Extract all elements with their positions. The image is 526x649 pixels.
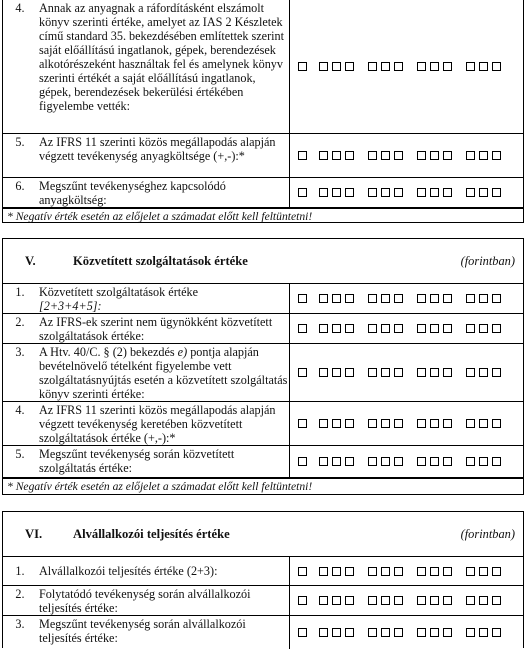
digit-box[interactable] [319,457,328,466]
digit-box[interactable] [298,324,307,333]
digit-box[interactable] [345,628,354,637]
row-label-text: Közvetített szolgáltatások értéke [39,285,199,299]
digit-box[interactable] [319,62,328,71]
digit-box[interactable] [298,188,307,197]
digit-box-group [368,596,407,605]
digit-box[interactable] [381,62,390,71]
digit-box[interactable] [394,596,403,605]
digit-box[interactable] [298,62,307,71]
table-row [3,178,523,208]
digit-box[interactable] [332,567,341,576]
digit-box[interactable] [332,419,341,428]
digit-box[interactable] [332,628,341,637]
digit-box-group [319,457,358,466]
row-number: 1. [15,285,25,299]
digit-box[interactable] [381,188,390,197]
digit-box[interactable] [430,151,439,160]
digit-box-group [319,419,358,428]
digit-box-group [466,596,505,605]
digit-box[interactable] [368,567,377,576]
row-number: 6. [15,179,25,193]
digit-box[interactable] [479,151,488,160]
digit-box[interactable] [345,567,354,576]
table-row [3,314,523,344]
amount-boxes[interactable] [289,284,523,313]
amount-boxes[interactable] [289,557,523,585]
digit-box[interactable] [368,294,377,303]
digit-box[interactable] [430,628,439,637]
digit-box[interactable] [368,188,377,197]
digit-box[interactable] [368,628,377,637]
digit-box[interactable] [417,324,426,333]
digit-box[interactable] [332,151,341,160]
row-number: 3. [15,345,25,359]
digit-box-group [298,419,311,428]
digit-box-group [298,294,311,303]
section-vi-header [2,511,524,557]
digit-box[interactable] [443,151,452,160]
digit-box[interactable] [417,596,426,605]
row-number: 2. [15,587,25,601]
digit-box[interactable] [479,62,488,71]
digit-box-group [466,368,505,377]
digit-box[interactable] [394,457,403,466]
digit-box[interactable] [443,368,452,377]
digit-box-group [298,457,311,466]
digit-box[interactable] [345,419,354,428]
digit-box-group [417,457,456,466]
digit-box[interactable] [466,294,475,303]
digit-box[interactable] [298,628,307,637]
digit-box[interactable] [479,567,488,576]
digit-box[interactable] [430,457,439,466]
negative-value-note: * Negatív érték esetén az előjelet a számadat előtt kell feltüntetni! [3,208,523,223]
digit-box[interactable] [381,294,390,303]
amount-boxes[interactable] [289,586,523,615]
digit-box[interactable] [417,567,426,576]
digit-box-group [368,567,407,576]
digit-box[interactable] [381,596,390,605]
digit-box-group [319,188,358,197]
digit-box[interactable] [492,294,501,303]
unit-label: (forintban) [460,527,515,541]
digit-box[interactable] [443,419,452,428]
digit-box[interactable] [368,419,377,428]
row-number: 1. [15,564,25,578]
digit-box-group [368,628,407,637]
table-row [3,616,523,649]
digit-box-group [368,62,407,71]
row-number: 5. [15,447,25,461]
digit-box-group [466,628,505,637]
digit-box[interactable] [443,567,452,576]
digit-box[interactable] [345,596,354,605]
digit-box[interactable] [479,628,488,637]
digit-box-group [368,368,407,377]
digit-box-group [368,188,407,197]
digit-box[interactable] [466,324,475,333]
digit-box[interactable] [430,567,439,576]
table-row [3,586,523,616]
digit-box[interactable] [479,188,488,197]
digit-box[interactable] [345,62,354,71]
digit-box-group [368,151,407,160]
digit-box[interactable] [492,151,501,160]
digit-box[interactable] [443,457,452,466]
digit-box-group [466,324,505,333]
digit-box[interactable] [298,567,307,576]
digit-box[interactable] [466,596,475,605]
digit-box[interactable] [394,368,403,377]
digit-box[interactable] [368,62,377,71]
digit-box[interactable] [394,62,403,71]
digit-box[interactable] [417,151,426,160]
digit-box[interactable] [381,368,390,377]
digit-box[interactable] [492,188,501,197]
digit-box[interactable] [479,368,488,377]
digit-box[interactable] [443,596,452,605]
row-label-text: A Htv. 40/C. § (2) bekezdés [39,345,178,359]
digit-box[interactable] [298,457,307,466]
digit-box[interactable] [345,188,354,197]
digit-box[interactable] [430,368,439,377]
row-number: 2. [15,315,25,329]
digit-box[interactable] [443,294,452,303]
amount-boxes[interactable] [289,134,523,177]
digit-box-group [298,567,311,576]
amount-boxes[interactable] [289,178,523,207]
row-number: 4. [15,1,25,15]
row-label: Annak az anyagnak a ráfordításként elszámolt könyv szerinti értéke, amelyet az IAS 2 Készletek című standard 35. bekezdésében említettek szerint saját előállítású ingatlanok, gépek, berendezések alkotórészeként használtak fel és amelynek könyv szerinti értékét a saját előállítású ingatlanok, gépek, berendezések bekerülési értékében figyelembe vették: [39,1,285,113]
digit-box[interactable] [298,368,307,377]
digit-box[interactable] [319,419,328,428]
amount-boxes[interactable] [289,344,523,401]
row-number: 4. [15,403,25,417]
digit-box-group [417,628,456,637]
digit-box[interactable] [492,419,501,428]
digit-box[interactable] [417,368,426,377]
digit-box[interactable] [381,628,390,637]
digit-box-group [466,457,505,466]
row-label [37,344,289,401]
digit-box-group [298,324,311,333]
digit-box[interactable] [430,62,439,71]
digit-box[interactable] [430,324,439,333]
digit-box-group [417,419,456,428]
section-number: VI. [25,527,43,541]
digit-box[interactable] [332,368,341,377]
section-number: V. [25,254,36,268]
digit-box-group [417,596,456,605]
digit-box-group [319,596,358,605]
digit-box[interactable] [332,188,341,197]
digit-box[interactable] [479,457,488,466]
section-v-header [2,238,524,284]
table-row [3,134,523,178]
digit-box-group [298,62,311,71]
digit-box[interactable] [298,294,307,303]
digit-box-group [298,151,311,160]
row-formula: [2+3+4+5]: [39,299,102,313]
digit-box-group [417,567,456,576]
digit-box[interactable] [479,419,488,428]
digit-box[interactable] [394,324,403,333]
amount-boxes[interactable] [289,402,523,445]
digit-box[interactable] [368,151,377,160]
digit-box[interactable] [492,567,501,576]
digit-box[interactable] [430,188,439,197]
digit-box[interactable] [345,151,354,160]
section-title: Közvetített szolgáltatások értéke [73,254,248,268]
table-row [3,446,523,478]
digit-box[interactable] [332,294,341,303]
material-cost-table [2,0,524,223]
digit-box-group [466,62,505,71]
row-label: Megszűnt tevékenységhez kapcsolódó anyagköltség: [39,179,226,207]
digit-box[interactable] [466,368,475,377]
digit-box-group [417,294,456,303]
digit-box-group [417,324,456,333]
row-number: 5. [15,135,25,149]
digit-box[interactable] [466,628,475,637]
table-row [3,344,523,402]
unit-label: (forintban) [460,254,515,268]
digit-box-group [319,368,358,377]
digit-box-group [298,596,311,605]
digit-box-group [417,368,456,377]
digit-box[interactable] [492,324,501,333]
digit-box[interactable] [430,596,439,605]
digit-box[interactable] [394,151,403,160]
row-label: Folytatódó tevékenység során alvállalkozói teljesítés értéke: [39,587,251,615]
digit-box[interactable] [368,368,377,377]
digit-box-group [368,324,407,333]
digit-box[interactable] [443,628,452,637]
digit-box[interactable] [466,188,475,197]
table-row [3,557,523,586]
amount-boxes[interactable] [289,446,523,477]
digit-box[interactable] [368,596,377,605]
digit-box-group [417,151,456,160]
digit-box-group [417,62,456,71]
digit-box[interactable] [298,596,307,605]
digit-box[interactable] [332,62,341,71]
digit-box[interactable] [492,62,501,71]
row-number: 3. [15,617,25,631]
section-v-table [2,283,524,495]
amount-boxes[interactable] [289,616,523,649]
digit-box[interactable] [466,62,475,71]
digit-box-group [319,324,358,333]
digit-box-group [466,151,505,160]
table-row [3,284,523,314]
digit-box[interactable] [417,188,426,197]
digit-box[interactable] [345,294,354,303]
digit-box-group [417,188,456,197]
digit-box[interactable] [319,294,328,303]
digit-box[interactable] [443,324,452,333]
digit-box[interactable] [381,419,390,428]
digit-box[interactable] [394,419,403,428]
digit-box[interactable] [394,628,403,637]
section-title: Alvállalkozói teljesítés értéke [73,527,230,541]
digit-box[interactable] [466,419,475,428]
digit-box[interactable] [394,188,403,197]
digit-box-group [368,419,407,428]
digit-box[interactable] [319,567,328,576]
digit-box-group [298,188,311,197]
digit-box[interactable] [492,628,501,637]
digit-box[interactable] [417,457,426,466]
digit-box[interactable] [466,457,475,466]
digit-box[interactable] [298,151,307,160]
digit-box[interactable] [479,294,488,303]
digit-box[interactable] [298,419,307,428]
digit-box-group [368,294,407,303]
digit-box[interactable] [345,324,354,333]
digit-box[interactable] [430,294,439,303]
row-label-text: pontja alapján bevételnövelő tételként figyelembe vett szolgáltatásnyújtás esetén a közvetített szolgáltatás könyv szerinti értéke: [39,345,288,401]
digit-box[interactable] [492,596,501,605]
digit-box[interactable] [319,368,328,377]
digit-box-group [466,294,505,303]
row-label: Megszűnt tevékenység során alvállalkozói teljesítés értéke: [39,617,246,645]
digit-box[interactable] [381,567,390,576]
row-label: Az IFRS-ek szerint nem ügynökként közvetített szolgáltatások értéke: [39,315,273,343]
digit-box[interactable] [345,368,354,377]
digit-box[interactable] [430,419,439,428]
digit-box[interactable] [332,457,341,466]
digit-box-group [298,628,311,637]
digit-box[interactable] [417,628,426,637]
digit-box-group [368,457,407,466]
row-label: Alvállalkozói teljesítés értéke (2+3): [39,564,218,578]
digit-box[interactable] [479,596,488,605]
amount-boxes[interactable] [289,0,523,133]
row-label: Az IFRS 11 szerinti közös megállapodás alapján végzett tevékenység anyagköltsége (+,-):* [39,135,276,163]
digit-box[interactable] [443,188,452,197]
digit-box-group [298,368,311,377]
digit-box-group [466,188,505,197]
digit-box[interactable] [345,457,354,466]
digit-box[interactable] [332,324,341,333]
digit-box[interactable] [368,324,377,333]
row-label [37,284,289,313]
digit-box[interactable] [319,188,328,197]
digit-box[interactable] [381,457,390,466]
digit-box[interactable] [443,62,452,71]
table-row [3,402,523,446]
digit-box[interactable] [381,151,390,160]
digit-box[interactable] [319,596,328,605]
digit-box[interactable] [332,596,341,605]
digit-box[interactable] [479,324,488,333]
digit-box[interactable] [319,324,328,333]
digit-box[interactable] [466,151,475,160]
digit-box[interactable] [466,567,475,576]
digit-box-group [319,62,358,71]
amount-boxes[interactable] [289,314,523,343]
digit-box[interactable] [319,628,328,637]
table-row [3,0,523,134]
digit-box[interactable] [492,368,501,377]
digit-box-group [466,419,505,428]
row-label-italic: e) [177,345,188,359]
row-label: Az IFRS 11 szerinti közös megállapodás alapján végzett tevékenység keretében közvetített szolgáltatások értéke (+,-):* [39,403,276,445]
digit-box-group [319,151,358,160]
digit-box[interactable] [417,419,426,428]
digit-box-group [319,567,358,576]
digit-box[interactable] [368,457,377,466]
digit-box-group [466,567,505,576]
digit-box[interactable] [417,62,426,71]
digit-box-group [319,628,358,637]
row-label: Megszűnt tevékenység során közvetített szolgáltatás értéke: [39,447,235,475]
digit-box-group [319,294,358,303]
digit-box[interactable] [492,457,501,466]
digit-box[interactable] [394,567,403,576]
digit-box[interactable] [381,324,390,333]
digit-box[interactable] [394,294,403,303]
digit-box[interactable] [417,294,426,303]
digit-box[interactable] [319,151,328,160]
negative-value-note: * Negatív érték esetén az előjelet a számadat előtt kell feltüntetni! [3,478,523,493]
section-vi-table [2,556,524,648]
